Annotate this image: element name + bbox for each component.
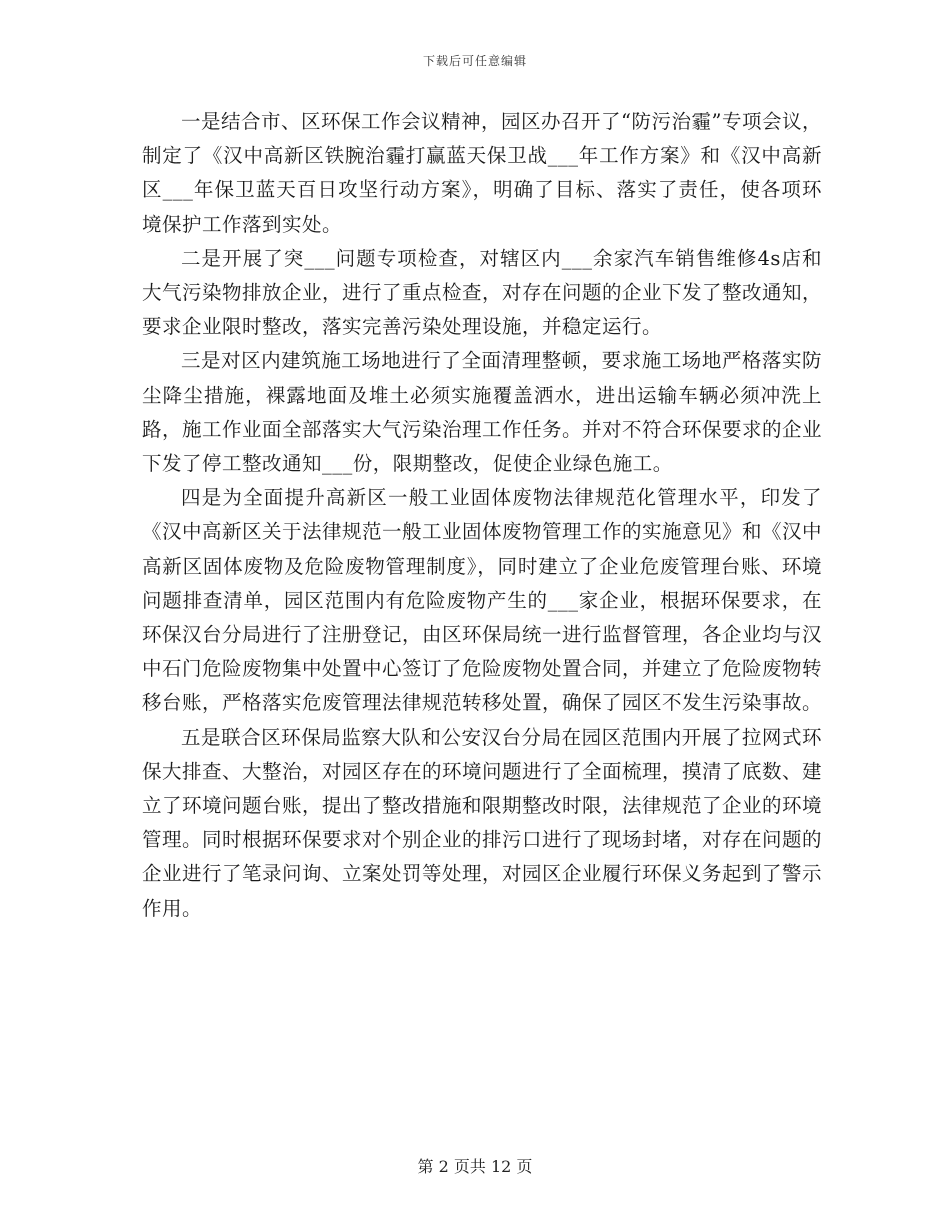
paragraph-2: 二是开展了突___问题专项检查，对辖区内___余家汽车销售维修4s店和大气污染物排放企业，进行了重点检查，对存在问题的企业下发了整改通知，要求企业限时整改，落实完善污染处理设施，并稳定运行。 — [142, 246, 823, 339]
paragraph-3: 三是对区内建筑施工场地进行了全面清理整顿，要求施工场地严格落实防尘降尘措施，裸露地面及堆土必须实施覆盖洒水，进出运输车辆必须冲洗上路，施工作业面全部落实大气污染治理工作任务。并对不符合环保要求的企业下发了停工整改通知___份，限期整改，促使企业绿色施工。 — [142, 349, 823, 476]
paragraph-4: 四是为全面提升高新区一般工业固体废物法律规范化管理水平，印发了《汉中高新区关于法律规范一般工业固体废物管理工作的实施意见》和《汉中高新区固体废物及危险废物管理制度》，同时建立了企业危废管理台账、环境问题排查清单，园区范围内有危险废物产生的___家企业，根据环保要求，在环保汉台分局进行了注册登记，由区环保局统一进行监督管理，各企业均与汉中石门危险废物集中处置中心签订了危险废物处置合同，并建立了危险废物转移台账，严格落实危废管理法律规范转移处置，确保了园区不发生污染事故。 — [142, 486, 823, 715]
document-body — [142, 105, 822, 926]
page-header: 下载后可任意编辑 — [422, 54, 527, 68]
paragraph-1: 一是结合市、区环保工作会议精神，园区办召开了“防污治霾”专项会议，制定了《汉中高新区铁腕治霾打赢蓝天保卫战___年工作方案》和《汉中高新区___年保卫蓝天百日攻坚行动方案》，明确了目标、落实了责任，使各项环境保护工作落到实处。 — [142, 110, 822, 236]
page-footer: 第 2 页共 12 页 — [417, 1157, 533, 1176]
paragraph-5: 五是联合区环保局监察大队和公安汉台分局在园区范围内开展了拉网式环保大排查、大整治，对园区存在的环境问题进行了全面梳理，摸清了底数、建立了环境问题台账，提出了整改措施和限期整改时限，法律规范了企业的环境管理。同时根据环保要求对个别企业的排污口进行了现场封堵，对存在问题的企业进行了笔录问询、立案处罚等处理，对园区企业履行环保义务起到了警示作用。 — [142, 725, 823, 920]
